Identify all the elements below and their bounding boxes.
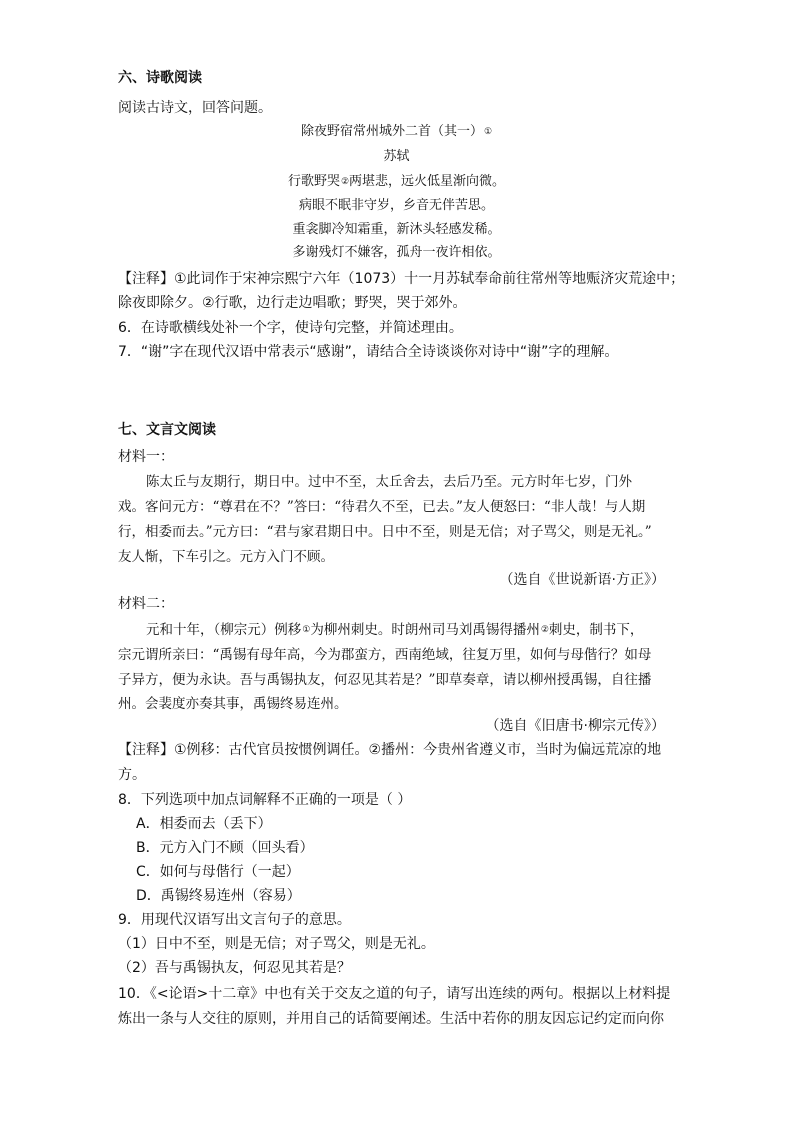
footnote-marker: ② [340,177,350,187]
question-9-part-1: （1）日中不至，则是无信；对子骂父，则是无礼。 [118,936,435,952]
question-7: 7．“谢”字在现代汉语中常表示“感谢”，请结合全诗谈谈你对诗中“谢”字的理解。 [118,344,619,360]
classical-notes-line-1: 【注释】①例移：古代官员按惯例调任。②播州：今贵州省遵义市，当时为偏远荒凉的地 [118,742,662,758]
material-1-label: 材料一： [118,449,174,465]
material-1-source: （选自《世说新语·方正》） [499,572,665,588]
material-2-label: 材料二： [118,596,174,612]
poem-line-4: 多谢残灯不嫌客，孤舟一夜许相依。 [292,245,501,260]
material-2-line-4: 州。会裴度亦奏其事，禹锡终易连州。 [118,696,348,712]
section-heading-poetry: 六、诗歌阅读 [118,70,202,86]
classical-notes-line-2: 方。 [118,767,146,783]
poem-title: 除夜野宿常州城外二首（其一）① [300,124,493,139]
poem-author: 苏轼 [383,149,410,164]
question-8-option-d: D．禹锡终易连州（容易） [136,888,301,904]
question-9-part-2: （2）吾与禹锡执友，何忍见其若是？ [118,960,351,976]
question-6: 6．在诗歌横线处补一个字，使诗句完整，并简述理由。 [118,320,463,336]
question-10-line-2: 炼出一条与人交往的原则，并用自己的话简要阐述。生活中若你的朋友因忘记约定而向你 [118,1011,664,1027]
instruction-text: 阅读古诗文，回答问题。 [118,100,272,116]
question-10-line-1: 10．《<论语>十二章》中也有关于交友之道的句子，请写出连续的两句。根据以上材料提 [118,986,671,1002]
section-heading-classical: 七、文言文阅读 [118,422,216,438]
footnote-marker: ① [483,127,493,137]
footnote-marker: ① [302,625,311,635]
poem-line-2: 病眼不眠非守岁，乡音无伴苦思。 [298,198,494,213]
poem-line-1: 行歌野哭②两堪悲，远火低星渐向微。 [287,174,506,189]
question-8-option-c: C．如何与母偕行（一起） [136,864,300,880]
material-2-line-2: 宗元谓所亲曰：“禹锡有母年高，今为郡蛮方，西南绝域，往复万里，如何与母偕行？如母 [118,647,652,663]
material-1-line-4: 友人惭，下车引之。元方入门不顾。 [118,549,334,565]
footnote-marker: ② [540,625,549,635]
material-1-line-3: 行，相委而去。”元方曰：“君与家君期日中。日中不至，则是无信；对子骂父，则是无礼。” [118,524,652,540]
question-8: 8．下列选项中加点词解释不正确的一项是（ ） [118,792,412,808]
material-2-source: （选自《旧唐书·柳宗元传》） [485,718,665,734]
material-1-line-1: 陈太丘与友期行，期日中。过中不至，太丘舍去，去后乃至。元方时年七岁，门外 [146,474,632,490]
material-1-line-2: 戏。客问元方：“尊君在不？”答曰：“待君久不至，已去。”友人便怒曰：“非人哉！与人期 [118,499,646,515]
poem-line-3: 重衾脚冷知霜重，新沐头轻感发稀。 [292,222,501,237]
question-9: 9．用现代汉语写出文言句子的意思。 [118,912,351,928]
material-2-line-3: 子异方，便为永诀。吾与禹锡执友，何忍见其若是？”即草奏章，请以柳州授禹锡，自往播 [118,672,652,688]
question-8-option-a: A．相委而去（丢下） [136,816,272,832]
material-2-line-1: 元和十年，（柳宗元）例移①为柳州刺史。时朗州司马刘禹锡得播州②刺史，制书下， [146,622,644,638]
poem-notes-line-1: 【注释】①此词作于宋神宗熙宁六年（1073）十一月苏轼奉命前往常州等地赈济灾荒途中； [118,271,685,287]
question-8-option-b: B．元方入门不顾（回头看） [136,840,314,856]
poem-notes-line-2: 除夜即除夕。②行歌，边行走边唱歌；野哭，哭于郊外。 [118,295,467,311]
